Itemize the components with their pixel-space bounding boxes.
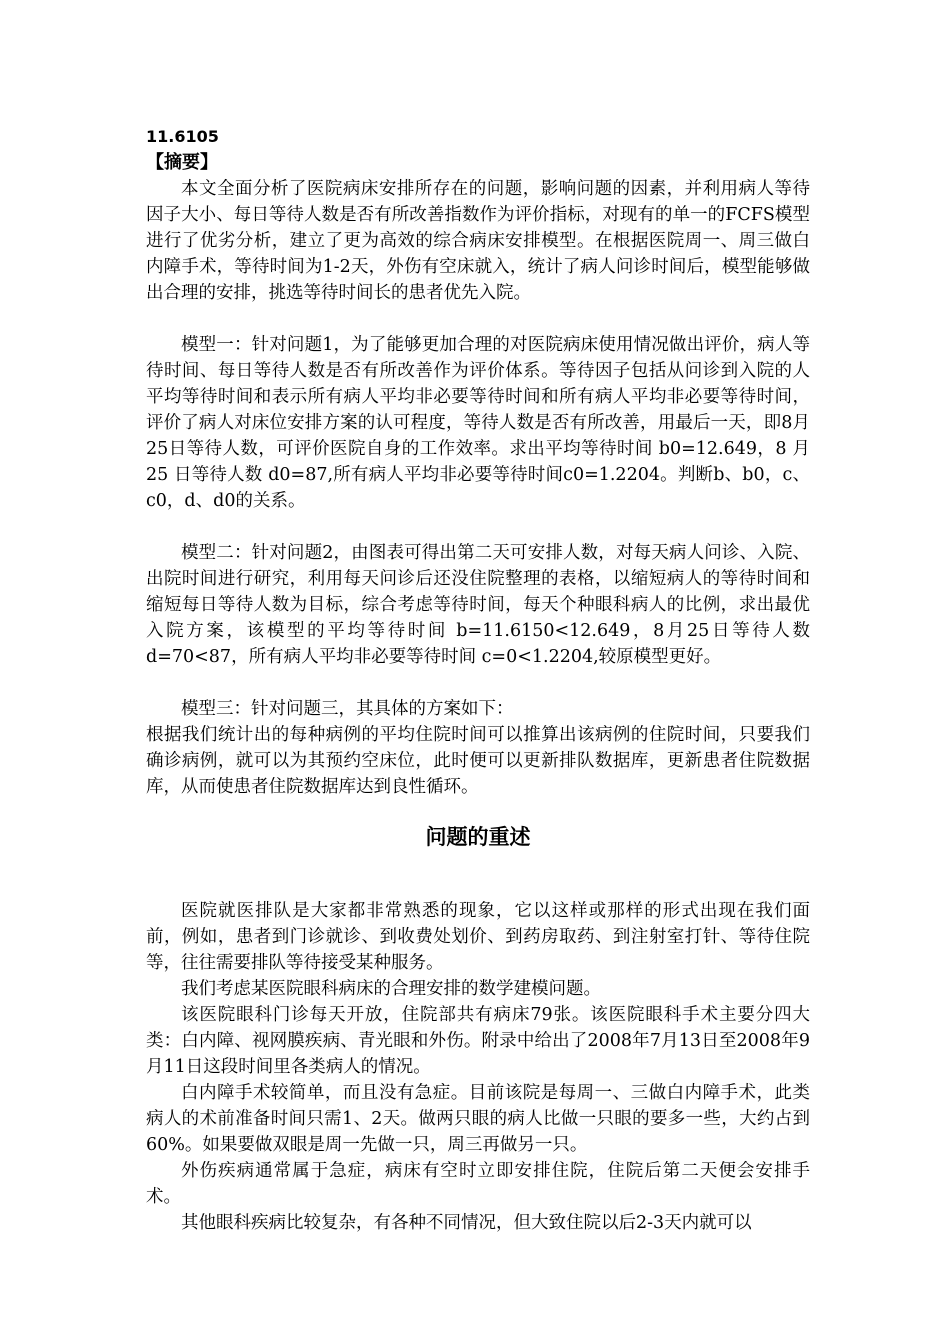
section-title: 问题的重述: [425, 825, 531, 849]
abstract-heading: 【摘要】: [146, 152, 218, 173]
model-three-paragraph: 模型三：针对问题三，其具体的方案如下：: [181, 699, 514, 719]
model-one-paragraph: 模型一：针对问题1，为了能够更加合理的对医院病床使用情况做出评价，病人等待时间、每日等待人数是否有所改善作为评价体系。等待因子包括从问诊到入院的人平均等待时间和表示所有病人平均非必要等待时间和所有病人平均非必要等待时间，评价了病人对床位安排方案的认可程度，等待人数是否有所改善，用最后一天，即8月25日等待人数，可评价医院自身的工作效率。求出平均等待时间 b0=12.649，8 月 25 日等待人数 d0=87,所有病人平均非必要等待时间c0=1.2204。判断b、b0，c、c0，d、d0的关系。: [146, 335, 810, 511]
section-paragraph: 我们考虑某医院眼科病床的合理安排的数学建模问题。: [181, 979, 601, 999]
section-paragraph: 外伤疾病通常属于急症，病床有空时立即安排住院，住院后第二天便会安排手术。: [146, 1161, 810, 1207]
section-paragraph: 其他眼科疾病比较复杂，有各种不同情况，但大致住院以后2-3天内就可以: [181, 1213, 752, 1233]
paragraph-gap: [146, 306, 810, 332]
document-number: 11.6105: [146, 127, 219, 146]
paragraph-gap: [146, 514, 810, 540]
section-paragraph: 白内障手术较简单，而且没有急症。目前该院是每周一、三做白内障手术，此类病人的术前准备时间只需1、2天。做两只眼的病人比做一只眼的要多一些，大约占到60%。如果要做双眼是周一先做一只，周三再做另一只。: [146, 1083, 810, 1155]
section-paragraph: 医院就医排队是大家都非常熟悉的现象，它以这样或那样的形式出现在我们面前，例如，患者到门诊就诊、到收费处划价、到药房取药、到注射室打针、等待住院等，往往需要排队等待接受某种服务。: [146, 901, 810, 973]
section-paragraph: 该医院眼科门诊每天开放，住院部共有病床79张。该医院眼科手术主要分四大类：白内障、视网膜疾病、青光眼和外伤。附录中给出了2008年7月13日至2008年9月11日这段时间里各类病人的情况。: [146, 1005, 810, 1077]
document-page: [146, 124, 810, 1236]
paragraph-gap: [146, 670, 810, 696]
abstract-paragraph: 本文全面分析了医院病床安排所存在的问题，影响问题的因素，并利用病人等待因子大小、每日等待人数是否有所改善指数作为评价指标，对现有的单一的FCFS模型进行了优劣分析，建立了更为高效的综合病床安排模型。在根据医院周一、周三做白内障手术，等待时间为1-2天，外伤有空床就入，统计了病人问诊时间后，模型能够做出合理的安排，挑选等待时间长的患者优先入院。: [146, 179, 810, 303]
model-three-detail-paragraph: 根据我们统计出的每种病例的平均住院时间可以推算出该病例的住院时间，只要我们确诊病例，就可以为其预约空床位，此时便可以更新排队数据库，更新患者住院数据库，从而使患者住院数据库达到良性循环。: [146, 725, 810, 797]
model-two-paragraph: 模型二：针对问题2，由图表可得出第二天可安排人数，对每天病人问诊、入院、出院时间进行研究，利用每天问诊后还没住院整理的表格，以缩短病人的等待时间和缩短每日等待人数为目标，综合考虑等待时间，每天个种眼科病人的比例，求出最优入院方案，该模型的平均等待时间 b=11.6150<12.649，8月25日等待人数 d=70<87，所有病人平均非必要等待时间 c=0<1.2204,较原模型更好。: [146, 543, 810, 667]
